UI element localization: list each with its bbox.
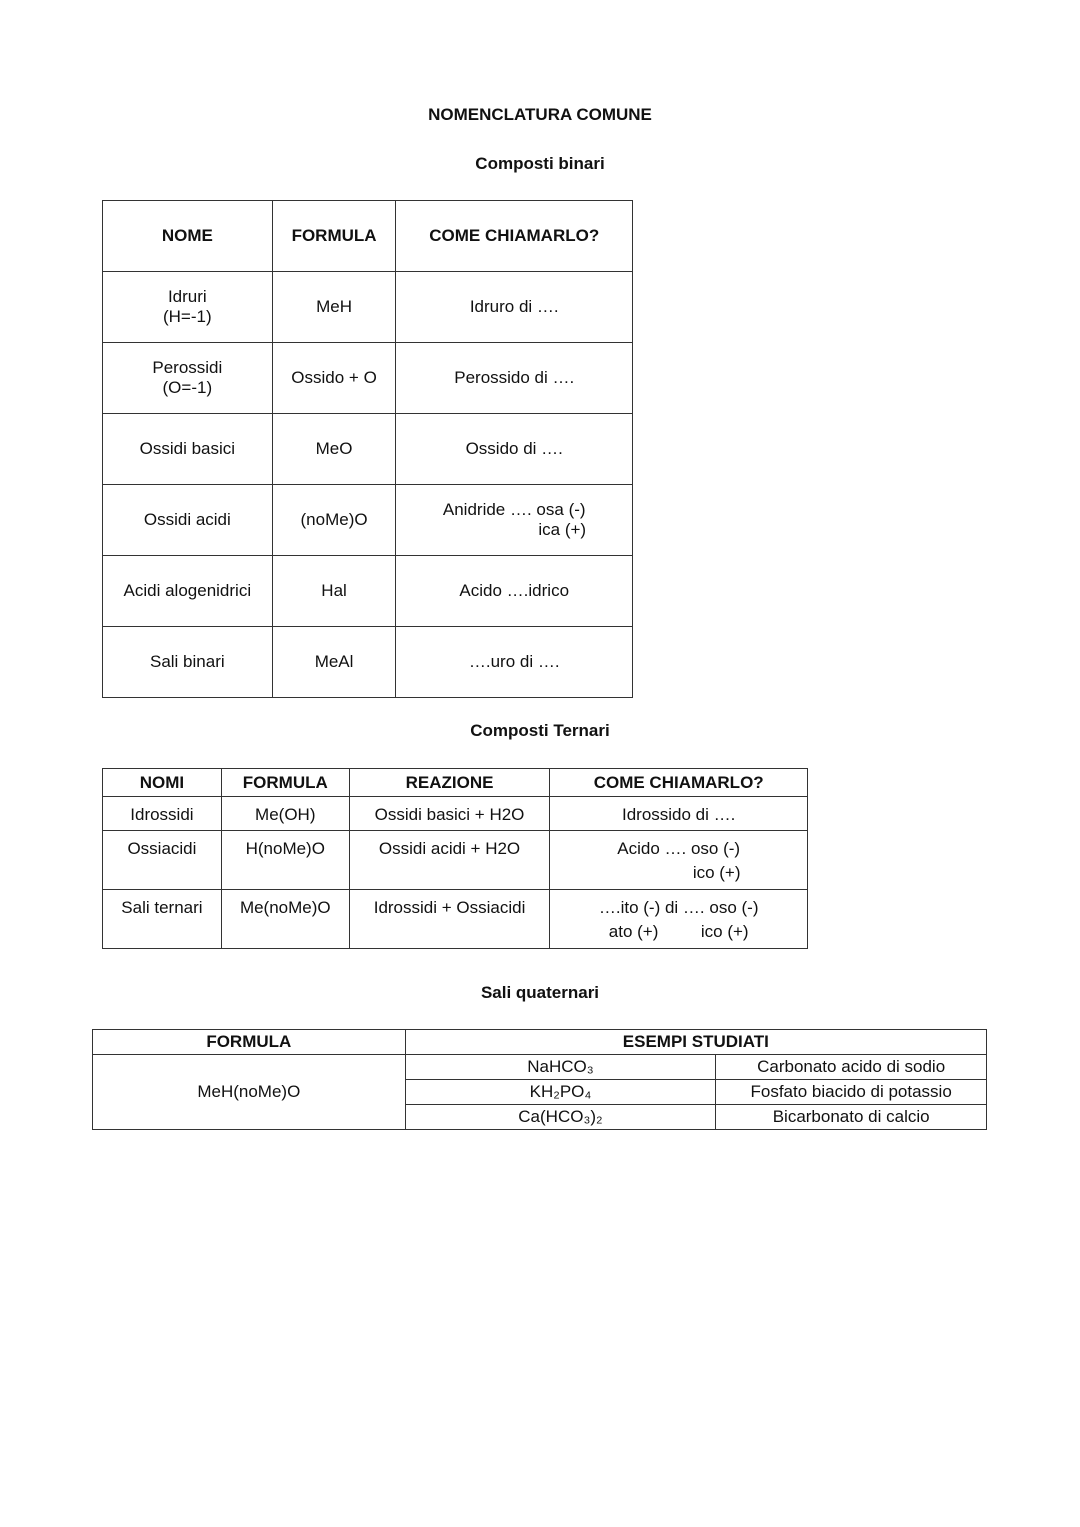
row-how: ….uro di …. <box>396 627 633 698</box>
row-how-second: ato (+) ico (+) <box>608 922 749 941</box>
row-formula: Ossido + O <box>272 343 396 414</box>
row-how: Idruro di …. <box>396 272 633 343</box>
row-how: ….ito (-) di …. oso (-) <box>598 898 759 917</box>
table-row <box>103 343 633 414</box>
table-row <box>103 890 808 949</box>
binary-heading: Composti binari <box>475 154 605 173</box>
row-formula: MeAl <box>272 627 396 698</box>
table-row <box>93 1055 987 1080</box>
header-formula: FORMULA <box>93 1030 406 1055</box>
row-name: Perossidi <box>152 358 223 377</box>
row-name: Sali ternari <box>103 890 222 949</box>
page-title: NOMENCLATURA COMUNE <box>428 105 652 124</box>
row-name: Sali binari <box>103 627 273 698</box>
binary-table <box>102 200 633 698</box>
table-row <box>103 797 808 831</box>
row-formula: H(noMe)O <box>221 831 349 890</box>
row-formula: Me(OH) <box>221 797 349 831</box>
ternary-heading: Composti Ternari <box>470 721 610 740</box>
row-how-second: ico (+) <box>692 863 741 882</box>
row-name: Ossidi basici <box>103 414 273 485</box>
row-formula: MeH <box>272 272 396 343</box>
table-row <box>103 485 633 556</box>
row-name: Acidi alogenidrici <box>103 556 273 627</box>
row-how: Perossido di …. <box>396 343 633 414</box>
row-formula: Hal <box>272 556 396 627</box>
example-formula: KH₂PO₄ <box>405 1080 716 1105</box>
row-name-note: (H=-1) <box>162 307 212 326</box>
quaternary-table <box>92 1029 987 1130</box>
row-how: Idrossido di …. <box>550 797 808 831</box>
table-row <box>103 414 633 485</box>
row-name: Idruri <box>167 287 207 306</box>
row-how: Acido …. oso (-) <box>617 839 741 858</box>
row-name: Idrossidi <box>103 797 222 831</box>
table-row <box>103 627 633 698</box>
row-how: Anidride …. osa (-) <box>442 500 586 519</box>
row-reaction: Ossidi basici + H2O <box>349 797 550 831</box>
ternary-table <box>102 768 808 949</box>
row-name: Ossidi acidi <box>103 485 273 556</box>
row-how: Ossido di …. <box>396 414 633 485</box>
row-reaction: Idrossidi + Ossiacidi <box>349 890 550 949</box>
quaternary-formula: MeH(noMe)O <box>93 1055 406 1130</box>
header-esempi-studiati: ESEMPI STUDIATI <box>405 1030 986 1055</box>
row-name-note: (O=-1) <box>162 378 213 397</box>
table-header-row <box>103 201 633 272</box>
quaternary-heading: Sali quaternari <box>480 983 600 1002</box>
row-reaction: Ossidi acidi + H2O <box>349 831 550 890</box>
table-row <box>103 831 808 890</box>
header-come-chiamarlo: COME CHIAMARLO? <box>550 769 808 797</box>
row-formula: (noMe)O <box>272 485 396 556</box>
header-formula: FORMULA <box>221 769 349 797</box>
example-name: Fosfato biacido di potassio <box>716 1080 987 1105</box>
row-formula: MeO <box>272 414 396 485</box>
row-how-second: ica (+) <box>538 520 587 539</box>
header-come-chiamarlo: COME CHIAMARLO? <box>396 201 633 272</box>
header-reazione: REAZIONE <box>349 769 550 797</box>
row-name: Ossiacidi <box>103 831 222 890</box>
table-row <box>103 272 633 343</box>
example-name: Bicarbonato di calcio <box>716 1105 987 1130</box>
row-formula: Me(noMe)O <box>221 890 349 949</box>
example-formula: NaHCO₃ <box>405 1055 716 1080</box>
header-nomi: NOMI <box>103 769 222 797</box>
row-how: Acido ….idrico <box>396 556 633 627</box>
example-formula: Ca(HCO₃)₂ <box>405 1105 716 1130</box>
example-name: Carbonato acido di sodio <box>716 1055 987 1080</box>
header-nome: NOME <box>103 201 273 272</box>
table-header-row <box>93 1030 987 1055</box>
table-header-row <box>103 769 808 797</box>
table-row <box>103 556 633 627</box>
header-formula: FORMULA <box>272 201 396 272</box>
